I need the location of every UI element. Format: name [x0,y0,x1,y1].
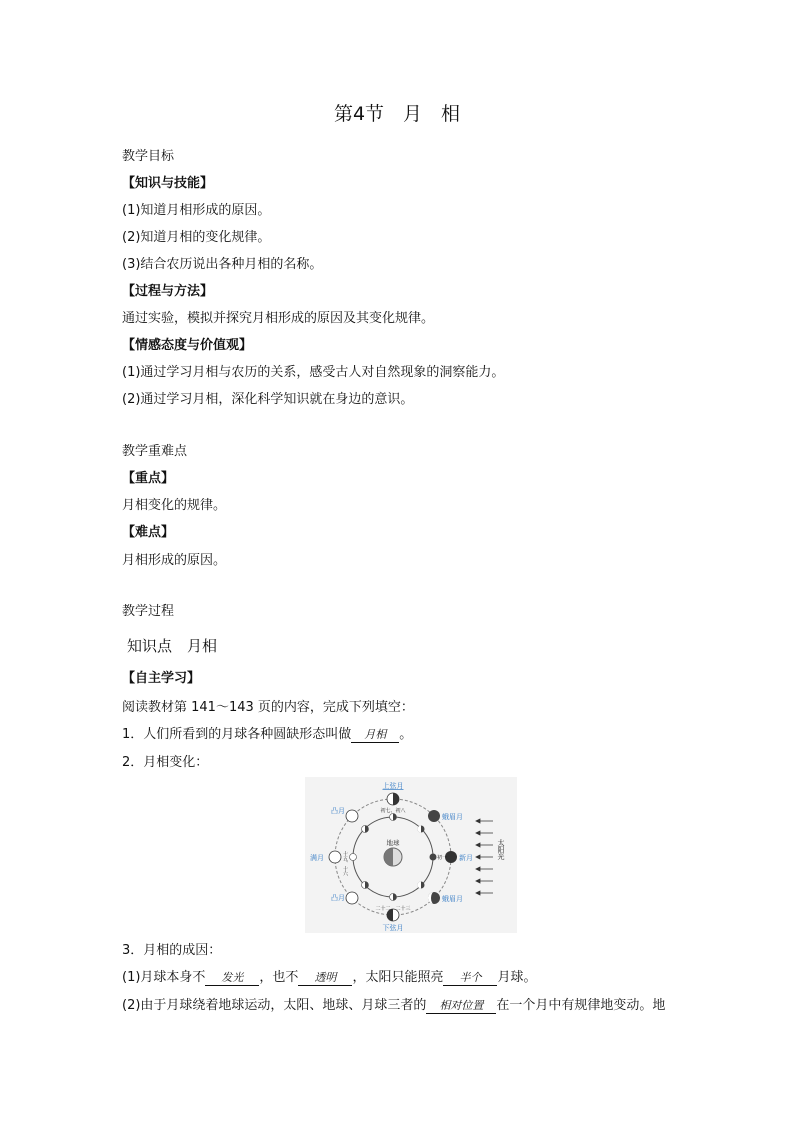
question-1 [122,727,412,743]
question-3-line-1 [122,970,536,986]
objectives-heading: 教学目标 [122,149,175,164]
q3-blank-2: 透明 [298,971,352,986]
question-2: 2．月相变化： [122,755,209,770]
difficulty-text: 月相形成的原因。 [122,553,227,568]
label-full-moon: 满月 [310,854,324,862]
q1-suffix: 。 [399,727,413,742]
question-3-line-2 [122,998,665,1014]
knowledge-item-1: (1)知道月相形成的原因。 [122,203,271,218]
q1-answer-blank: 月相 [351,728,399,743]
phase-moon-left-upper [346,810,358,822]
self-study-heading: 【自主学习】 [122,671,201,686]
knowledge-item-2: (2)知道月相的变化规律。 [122,230,271,245]
phase-moon-top [387,793,399,805]
knowledge-point-title: 知识点 月相 [127,637,218,655]
moon-phase-diagram [305,777,517,933]
q1-prefix: 1．人们所看到的月球各种圆缺形态叫做 [122,727,352,742]
label-last-quarter: 下弦月 [382,924,404,932]
attitude-heading: 【情感态度与价值观】 [122,338,253,353]
label-day-15-16: 十五、十六 [342,851,348,876]
phase-moon-right-lower [428,892,440,904]
label-day-22-23: 二十二、二十三 [375,906,411,912]
knowledge-item-3: (3)结合农历说出各种月相的名称。 [122,257,323,272]
label-day-1: 初一 [437,855,448,861]
knowledge-skills-heading: 【知识与技能】 [122,176,214,191]
difficulty-heading: 【难点】 [122,525,175,540]
label-sunlight: 太阳光 [497,839,505,860]
label-crescent-lower: 蛾眉月 [442,895,463,903]
key-points-heading: 教学重难点 [122,444,188,459]
focus-heading: 【重点】 [122,471,175,486]
process-method-text: 通过实验，模拟并探究月相形成的原因及其变化规律。 [122,311,435,326]
q3-blank-1: 发光 [205,971,259,986]
label-earth: 地球 [386,839,400,847]
attitude-item-1: (1)通过学习月相与农历的关系，感受古人对自然现象的洞察能力。 [122,365,505,380]
q3-l2-part-2: 在一个月中有规律地变动。地 [496,998,666,1013]
focus-text: 月相变化的规律。 [122,498,227,513]
q3-l1-part-3: ，太阳只能照亮 [352,970,444,985]
question-3-heading: 3．月相的成因： [122,943,222,958]
label-gibbous-upper: 凸月 [331,807,345,815]
process-method-heading: 【过程与方法】 [122,284,214,299]
q3-l1-part-1: (1)月球本身不 [122,970,206,985]
phase-moon-left [329,851,341,863]
q3-blank-4: 相对位置 [426,999,496,1014]
page-title: 第4节 月 相 [333,103,461,125]
label-gibbous-lower: 凸月 [331,894,345,902]
reading-instruction: 阅读教材第 141～143 页的内容，完成下列填空： [122,700,414,715]
q3-l1-part-4: 月球。 [497,970,537,985]
label-crescent-upper: 蛾眉月 [442,813,463,821]
label-new-moon: 新月 [459,854,473,862]
q3-blank-3: 半个 [443,971,497,986]
q3-l1-part-2: ，也不 [259,970,299,985]
label-day-7-8: 初七、初八 [380,808,406,814]
label-first-quarter: 上弦月 [382,782,404,790]
teaching-process-heading: 教学过程 [122,604,175,619]
phase-moon-left-lower [346,892,358,904]
phase-moon-right-upper [428,810,440,822]
attitude-item-2: (2)通过学习月相，深化科学知识就在身边的意识。 [122,392,414,407]
q3-l2-part-1: (2)由于月球绕着地球运动，太阳、地球、月球三者的 [122,998,427,1013]
